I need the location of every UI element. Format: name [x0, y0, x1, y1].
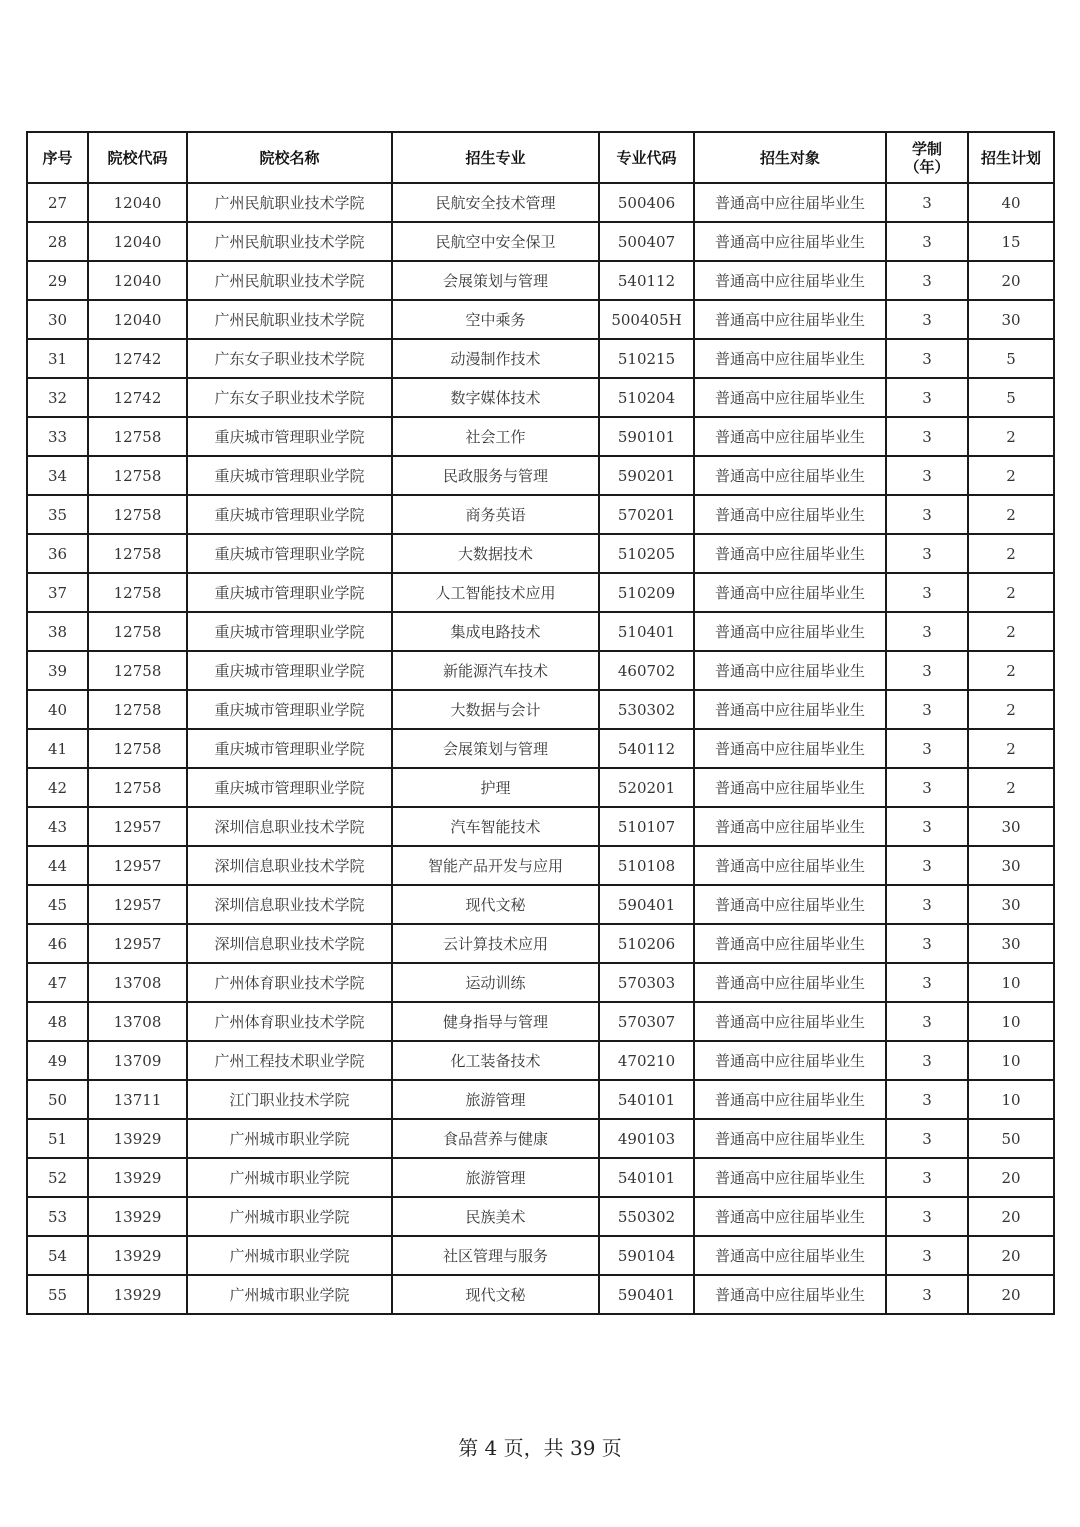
cell-plan: 30 — [968, 300, 1054, 339]
cell-school-name: 广州民航职业技术学院 — [187, 300, 392, 339]
table-row — [27, 1275, 1054, 1314]
cell-duration: 3 — [886, 651, 968, 690]
table-row — [27, 924, 1054, 963]
cell-major-code: 510401 — [599, 612, 694, 651]
cell-plan: 2 — [968, 690, 1054, 729]
header-seq: 序号 — [27, 132, 88, 183]
cell-major: 现代文秘 — [392, 885, 599, 924]
cell-seq: 30 — [27, 300, 88, 339]
cell-plan: 20 — [968, 1236, 1054, 1275]
cell-seq: 37 — [27, 573, 88, 612]
cell-school-code: 13709 — [88, 1041, 187, 1080]
cell-major-code: 590104 — [599, 1236, 694, 1275]
cell-major: 旅游管理 — [392, 1080, 599, 1119]
cell-school-name: 重庆城市管理职业学院 — [187, 729, 392, 768]
table-row — [27, 690, 1054, 729]
cell-school-name: 重庆城市管理职业学院 — [187, 612, 392, 651]
cell-plan: 2 — [968, 456, 1054, 495]
cell-plan: 40 — [968, 183, 1054, 222]
cell-plan: 2 — [968, 768, 1054, 807]
cell-duration: 3 — [886, 456, 968, 495]
cell-school-code: 12758 — [88, 768, 187, 807]
cell-seq: 32 — [27, 378, 88, 417]
cell-major-code: 540101 — [599, 1158, 694, 1197]
cell-major: 社区管理与服务 — [392, 1236, 599, 1275]
cell-seq: 52 — [27, 1158, 88, 1197]
cell-school-name: 广东女子职业技术学院 — [187, 378, 392, 417]
table-row — [27, 1197, 1054, 1236]
cell-school-name: 广东女子职业技术学院 — [187, 339, 392, 378]
cell-school-code: 12742 — [88, 378, 187, 417]
cell-seq: 28 — [27, 222, 88, 261]
cell-seq: 46 — [27, 924, 88, 963]
cell-school-name: 广州体育职业技术学院 — [187, 1002, 392, 1041]
cell-school-code: 12758 — [88, 651, 187, 690]
cell-target: 普通高中应往届毕业生 — [694, 846, 886, 885]
cell-school-name: 广州城市职业学院 — [187, 1119, 392, 1158]
cell-school-code: 12040 — [88, 261, 187, 300]
cell-major-code: 590201 — [599, 456, 694, 495]
cell-duration: 3 — [886, 339, 968, 378]
cell-plan: 10 — [968, 1041, 1054, 1080]
cell-plan: 30 — [968, 807, 1054, 846]
cell-plan: 30 — [968, 846, 1054, 885]
cell-target: 普通高中应往届毕业生 — [694, 651, 886, 690]
cell-seq: 29 — [27, 261, 88, 300]
table-row — [27, 1236, 1054, 1275]
cell-plan: 20 — [968, 1158, 1054, 1197]
cell-seq: 40 — [27, 690, 88, 729]
cell-target: 普通高中应往届毕业生 — [694, 1236, 886, 1275]
cell-target: 普通高中应往届毕业生 — [694, 963, 886, 1002]
cell-major-code: 540112 — [599, 729, 694, 768]
cell-plan: 5 — [968, 339, 1054, 378]
cell-seq: 55 — [27, 1275, 88, 1314]
cell-seq: 45 — [27, 885, 88, 924]
cell-school-code: 12742 — [88, 339, 187, 378]
cell-major: 大数据与会计 — [392, 690, 599, 729]
table-row — [27, 651, 1054, 690]
cell-school-name: 深圳信息职业技术学院 — [187, 846, 392, 885]
table-row — [27, 768, 1054, 807]
cell-school-code: 12040 — [88, 300, 187, 339]
cell-plan: 2 — [968, 651, 1054, 690]
cell-target: 普通高中应往届毕业生 — [694, 1158, 886, 1197]
cell-seq: 47 — [27, 963, 88, 1002]
cell-school-code: 13708 — [88, 963, 187, 1002]
cell-plan: 30 — [968, 885, 1054, 924]
table-row — [27, 729, 1054, 768]
header-duration-line1: 学制 — [911, 139, 942, 158]
cell-duration: 3 — [886, 1275, 968, 1314]
header-school-name: 院校名称 — [187, 132, 392, 183]
cell-major-code: 510108 — [599, 846, 694, 885]
cell-plan: 2 — [968, 534, 1054, 573]
header-duration-line2: （年） — [904, 157, 950, 176]
cell-seq: 48 — [27, 1002, 88, 1041]
cell-target: 普通高中应往届毕业生 — [694, 573, 886, 612]
cell-target: 普通高中应往届毕业生 — [694, 807, 886, 846]
cell-major: 旅游管理 — [392, 1158, 599, 1197]
cell-school-code: 12758 — [88, 534, 187, 573]
cell-major-code: 510206 — [599, 924, 694, 963]
cell-duration: 3 — [886, 846, 968, 885]
cell-major-code: 510209 — [599, 573, 694, 612]
cell-school-code: 13929 — [88, 1275, 187, 1314]
cell-duration: 3 — [886, 1158, 968, 1197]
cell-school-code: 12758 — [88, 417, 187, 456]
cell-school-name: 重庆城市管理职业学院 — [187, 456, 392, 495]
cell-major: 民族美术 — [392, 1197, 599, 1236]
cell-duration: 3 — [886, 534, 968, 573]
cell-major: 汽车智能技术 — [392, 807, 599, 846]
cell-school-code: 13711 — [88, 1080, 187, 1119]
cell-plan: 15 — [968, 222, 1054, 261]
cell-school-name: 重庆城市管理职业学院 — [187, 690, 392, 729]
cell-major-code: 510205 — [599, 534, 694, 573]
cell-duration: 3 — [886, 495, 968, 534]
cell-school-name: 重庆城市管理职业学院 — [187, 417, 392, 456]
cell-school-code: 12758 — [88, 729, 187, 768]
cell-plan: 20 — [968, 1197, 1054, 1236]
admissions-table — [26, 131, 1055, 1315]
cell-duration: 3 — [886, 1080, 968, 1119]
table-row — [27, 378, 1054, 417]
cell-school-code: 12758 — [88, 612, 187, 651]
cell-major-code: 570307 — [599, 1002, 694, 1041]
cell-major-code: 550302 — [599, 1197, 694, 1236]
cell-target: 普通高中应往届毕业生 — [694, 1197, 886, 1236]
cell-duration: 3 — [886, 963, 968, 1002]
cell-school-name: 深圳信息职业技术学院 — [187, 924, 392, 963]
cell-major-code: 570303 — [599, 963, 694, 1002]
cell-seq: 50 — [27, 1080, 88, 1119]
cell-school-code: 12758 — [88, 690, 187, 729]
header-school-code: 院校代码 — [88, 132, 187, 183]
header-major: 招生专业 — [392, 132, 599, 183]
cell-duration: 3 — [886, 261, 968, 300]
cell-seq: 49 — [27, 1041, 88, 1080]
cell-duration: 3 — [886, 378, 968, 417]
header-target: 招生对象 — [694, 132, 886, 183]
cell-duration: 3 — [886, 222, 968, 261]
cell-major: 健身指导与管理 — [392, 1002, 599, 1041]
cell-major-code: 510215 — [599, 339, 694, 378]
cell-school-name: 深圳信息职业技术学院 — [187, 807, 392, 846]
cell-school-code: 13708 — [88, 1002, 187, 1041]
cell-major: 化工装备技术 — [392, 1041, 599, 1080]
cell-target: 普通高中应往届毕业生 — [694, 495, 886, 534]
table-row — [27, 1041, 1054, 1080]
cell-plan: 2 — [968, 729, 1054, 768]
cell-plan: 20 — [968, 261, 1054, 300]
cell-major: 社会工作 — [392, 417, 599, 456]
cell-duration: 3 — [886, 1236, 968, 1275]
cell-plan: 10 — [968, 1002, 1054, 1041]
cell-target: 普通高中应往届毕业生 — [694, 300, 886, 339]
table-row — [27, 885, 1054, 924]
table-row — [27, 1119, 1054, 1158]
table-row — [27, 456, 1054, 495]
cell-major-code: 490103 — [599, 1119, 694, 1158]
cell-plan: 10 — [968, 1080, 1054, 1119]
cell-major: 智能产品开发与应用 — [392, 846, 599, 885]
cell-major-code: 510107 — [599, 807, 694, 846]
cell-school-code: 12758 — [88, 495, 187, 534]
page-number: 第 4 页，共 39 页 — [458, 1436, 622, 1460]
cell-target: 普通高中应往届毕业生 — [694, 417, 886, 456]
table-row — [27, 807, 1054, 846]
cell-school-name: 重庆城市管理职业学院 — [187, 495, 392, 534]
cell-major-code: 510204 — [599, 378, 694, 417]
cell-school-code: 13929 — [88, 1236, 187, 1275]
cell-duration: 3 — [886, 573, 968, 612]
table-row — [27, 183, 1054, 222]
cell-school-name: 广州城市职业学院 — [187, 1275, 392, 1314]
cell-major-code: 590401 — [599, 1275, 694, 1314]
cell-seq: 38 — [27, 612, 88, 651]
cell-major-code: 520201 — [599, 768, 694, 807]
cell-plan: 2 — [968, 612, 1054, 651]
table-row — [27, 417, 1054, 456]
cell-major: 会展策划与管理 — [392, 729, 599, 768]
cell-major: 民航安全技术管理 — [392, 183, 599, 222]
cell-school-name: 广州城市职业学院 — [187, 1197, 392, 1236]
cell-school-code: 13929 — [88, 1119, 187, 1158]
cell-seq: 27 — [27, 183, 88, 222]
cell-target: 普通高中应往届毕业生 — [694, 1275, 886, 1314]
cell-school-name: 广州民航职业技术学院 — [187, 183, 392, 222]
cell-seq: 36 — [27, 534, 88, 573]
table-row — [27, 1158, 1054, 1197]
cell-plan: 2 — [968, 417, 1054, 456]
cell-seq: 42 — [27, 768, 88, 807]
cell-target: 普通高中应往届毕业生 — [694, 690, 886, 729]
cell-target: 普通高中应往届毕业生 — [694, 1080, 886, 1119]
cell-school-name: 重庆城市管理职业学院 — [187, 534, 392, 573]
cell-major: 民航空中安全保卫 — [392, 222, 599, 261]
cell-school-code: 13929 — [88, 1158, 187, 1197]
cell-major: 数字媒体技术 — [392, 378, 599, 417]
cell-major: 运动训练 — [392, 963, 599, 1002]
cell-seq: 41 — [27, 729, 88, 768]
cell-major: 集成电路技术 — [392, 612, 599, 651]
cell-duration: 3 — [886, 807, 968, 846]
cell-seq: 53 — [27, 1197, 88, 1236]
cell-school-name: 广州体育职业技术学院 — [187, 963, 392, 1002]
cell-major: 现代文秘 — [392, 1275, 599, 1314]
cell-duration: 3 — [886, 885, 968, 924]
cell-major-code: 570201 — [599, 495, 694, 534]
cell-school-name: 广州城市职业学院 — [187, 1158, 392, 1197]
cell-school-code: 12957 — [88, 807, 187, 846]
cell-major: 云计算技术应用 — [392, 924, 599, 963]
cell-school-name: 广州民航职业技术学院 — [187, 222, 392, 261]
table-row — [27, 534, 1054, 573]
cell-major: 空中乘务 — [392, 300, 599, 339]
cell-school-name: 广州城市职业学院 — [187, 1236, 392, 1275]
table-body — [27, 183, 1054, 1314]
cell-major-code: 590101 — [599, 417, 694, 456]
table-row — [27, 1080, 1054, 1119]
cell-plan: 30 — [968, 924, 1054, 963]
cell-target: 普通高中应往届毕业生 — [694, 456, 886, 495]
table-row — [27, 222, 1054, 261]
cell-target: 普通高中应往届毕业生 — [694, 885, 886, 924]
cell-target: 普通高中应往届毕业生 — [694, 183, 886, 222]
cell-major: 大数据技术 — [392, 534, 599, 573]
cell-school-name: 重庆城市管理职业学院 — [187, 573, 392, 612]
cell-school-code: 13929 — [88, 1197, 187, 1236]
cell-major: 新能源汽车技术 — [392, 651, 599, 690]
cell-major-code: 500406 — [599, 183, 694, 222]
table-row — [27, 1002, 1054, 1041]
cell-school-name: 江门职业技术学院 — [187, 1080, 392, 1119]
cell-school-code: 12957 — [88, 885, 187, 924]
cell-duration: 3 — [886, 300, 968, 339]
cell-major: 动漫制作技术 — [392, 339, 599, 378]
cell-target: 普通高中应往届毕业生 — [694, 768, 886, 807]
cell-seq: 39 — [27, 651, 88, 690]
cell-major-code: 460702 — [599, 651, 694, 690]
header-plan: 招生计划 — [968, 132, 1054, 183]
cell-seq: 44 — [27, 846, 88, 885]
cell-target: 普通高中应往届毕业生 — [694, 1041, 886, 1080]
cell-school-name: 重庆城市管理职业学院 — [187, 651, 392, 690]
cell-school-name: 广州民航职业技术学院 — [187, 261, 392, 300]
header-row — [27, 132, 1054, 183]
cell-target: 普通高中应往届毕业生 — [694, 222, 886, 261]
cell-major: 护理 — [392, 768, 599, 807]
cell-major: 会展策划与管理 — [392, 261, 599, 300]
cell-major-code: 500405H — [599, 300, 694, 339]
table-row — [27, 846, 1054, 885]
cell-target: 普通高中应往届毕业生 — [694, 924, 886, 963]
cell-target: 普通高中应往届毕业生 — [694, 612, 886, 651]
cell-duration: 3 — [886, 417, 968, 456]
table-header — [27, 132, 1054, 183]
header-major-code: 专业代码 — [599, 132, 694, 183]
table-row — [27, 612, 1054, 651]
cell-major-code: 530302 — [599, 690, 694, 729]
cell-school-code: 12040 — [88, 183, 187, 222]
table-row — [27, 495, 1054, 534]
cell-seq: 54 — [27, 1236, 88, 1275]
cell-target: 普通高中应往届毕业生 — [694, 729, 886, 768]
table-row — [27, 573, 1054, 612]
cell-duration: 3 — [886, 1119, 968, 1158]
cell-duration: 3 — [886, 1041, 968, 1080]
cell-duration: 3 — [886, 1197, 968, 1236]
cell-school-name: 广州工程技术职业学院 — [187, 1041, 392, 1080]
cell-seq: 35 — [27, 495, 88, 534]
cell-school-code: 12957 — [88, 924, 187, 963]
cell-school-code: 12957 — [88, 846, 187, 885]
cell-duration: 3 — [886, 690, 968, 729]
table-row — [27, 300, 1054, 339]
cell-seq: 43 — [27, 807, 88, 846]
cell-target: 普通高中应往届毕业生 — [694, 378, 886, 417]
cell-plan: 10 — [968, 963, 1054, 1002]
cell-duration: 3 — [886, 1002, 968, 1041]
cell-major: 商务英语 — [392, 495, 599, 534]
cell-school-code: 12040 — [88, 222, 187, 261]
cell-duration: 3 — [886, 183, 968, 222]
cell-plan: 20 — [968, 1275, 1054, 1314]
cell-duration: 3 — [886, 768, 968, 807]
cell-target: 普通高中应往届毕业生 — [694, 339, 886, 378]
header-duration — [886, 132, 968, 183]
cell-major: 食品营养与健康 — [392, 1119, 599, 1158]
cell-target: 普通高中应往届毕业生 — [694, 534, 886, 573]
table-row — [27, 963, 1054, 1002]
cell-major-code: 540101 — [599, 1080, 694, 1119]
table-row — [27, 339, 1054, 378]
cell-target: 普通高中应往届毕业生 — [694, 1002, 886, 1041]
cell-target: 普通高中应往届毕业生 — [694, 1119, 886, 1158]
cell-school-code: 12758 — [88, 456, 187, 495]
cell-plan: 2 — [968, 495, 1054, 534]
cell-major-code: 540112 — [599, 261, 694, 300]
cell-school-code: 12758 — [88, 573, 187, 612]
cell-plan: 5 — [968, 378, 1054, 417]
cell-plan: 2 — [968, 573, 1054, 612]
cell-major-code: 500407 — [599, 222, 694, 261]
cell-seq: 31 — [27, 339, 88, 378]
cell-major-code: 470210 — [599, 1041, 694, 1080]
cell-duration: 3 — [886, 729, 968, 768]
cell-school-name: 深圳信息职业技术学院 — [187, 885, 392, 924]
table-row — [27, 261, 1054, 300]
cell-seq: 33 — [27, 417, 88, 456]
cell-school-name: 重庆城市管理职业学院 — [187, 768, 392, 807]
cell-plan: 50 — [968, 1119, 1054, 1158]
cell-major: 民政服务与管理 — [392, 456, 599, 495]
cell-target: 普通高中应往届毕业生 — [694, 261, 886, 300]
cell-duration: 3 — [886, 612, 968, 651]
cell-seq: 51 — [27, 1119, 88, 1158]
cell-duration: 3 — [886, 924, 968, 963]
cell-major: 人工智能技术应用 — [392, 573, 599, 612]
cell-major-code: 590401 — [599, 885, 694, 924]
cell-seq: 34 — [27, 456, 88, 495]
